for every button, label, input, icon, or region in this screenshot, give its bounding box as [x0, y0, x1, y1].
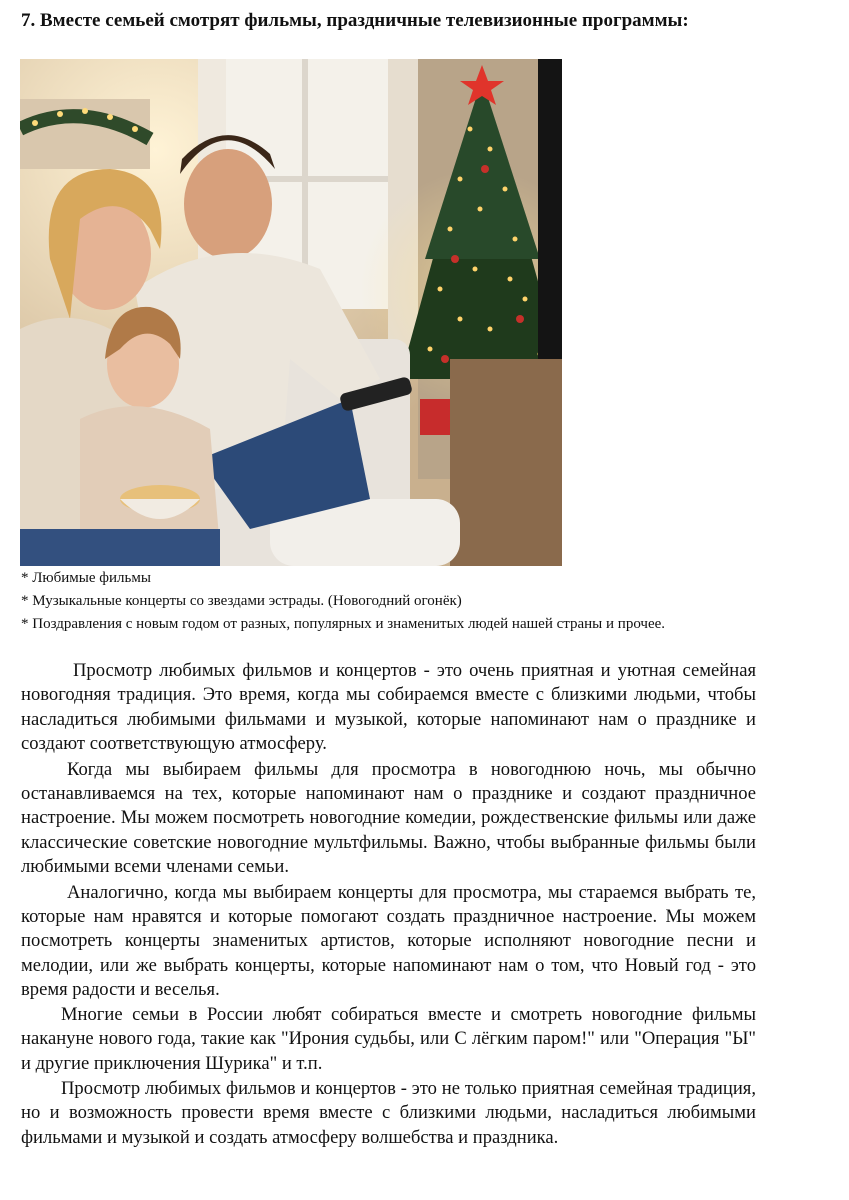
paragraph-tradition: Просмотр любимых фильмов и концертов - это очень приятная и уютная семейная новогодняя традиция. Это время, когда мы собираемся вместе с близкими людьми, чтобы насладиться любимыми фильмами и музыкой, которые напоминают нам о празднике и создают соответствующую атмосферу.	[21, 660, 756, 755]
paragraph-choosing-films: Когда мы выбираем фильмы для просмотра в новогоднюю ночь, мы обычно останавливаемся на тех, которые напоминают нам о празднике и создают праздничное настроение. Мы можем посмотреть новогодние комедии, рождественские фильмы или даже классические советские новогодние мультфильмы. Важно, чтобы выбранные фильмы были любимыми всеми членами семьи.	[21, 758, 756, 878]
bullet-item-favorite-films: * Любимые фильмы	[21, 570, 151, 586]
bullet-list	[21, 567, 756, 636]
family-watching-tv-illustration	[20, 59, 562, 566]
paragraph-russian-films: Многие семьи в России любят собираться вместе и смотреть новогодние фильмы накануне нового года, такие как "Ирония судьбы, или С лёгким паром!" или "Операция "Ы" и другие приключения Шурика" и т.п.	[21, 1003, 756, 1074]
paragraph-choosing-concerts: Аналогично, когда мы выбираем концерты для просмотра, мы стараемся выбрать те, которые нам нравятся и которые помогают создать праздничное настроение. Мы можем посмотреть концерты знаменитых артистов, которые исполняют новогодние песни и мелодии, или же выбрать концерты, которые напоминают нам о том, что Новый год - это время радости и веселья.	[21, 881, 756, 1001]
section-heading: 7. Вместе семьей смотрят фильмы, праздничные телевизионные программы:	[21, 10, 689, 31]
bullet-item-greetings: * Поздравления с новым годом от разных, популярных и знаменитых людей нашей страны и прочее.	[21, 616, 666, 632]
bullet-item-music-concerts: * Музыкальные концерты со звездами эстрады. (Новогодний огонёк)	[21, 593, 462, 609]
paragraph-conclusion: Просмотр любимых фильмов и концертов - это не только приятная семейная традиция, но и возможность провести время вместе с близкими людьми, насладиться любимыми фильмами и музыкой и создать атмосферу волшебства и праздника.	[21, 1077, 756, 1148]
article-body	[21, 659, 756, 1150]
